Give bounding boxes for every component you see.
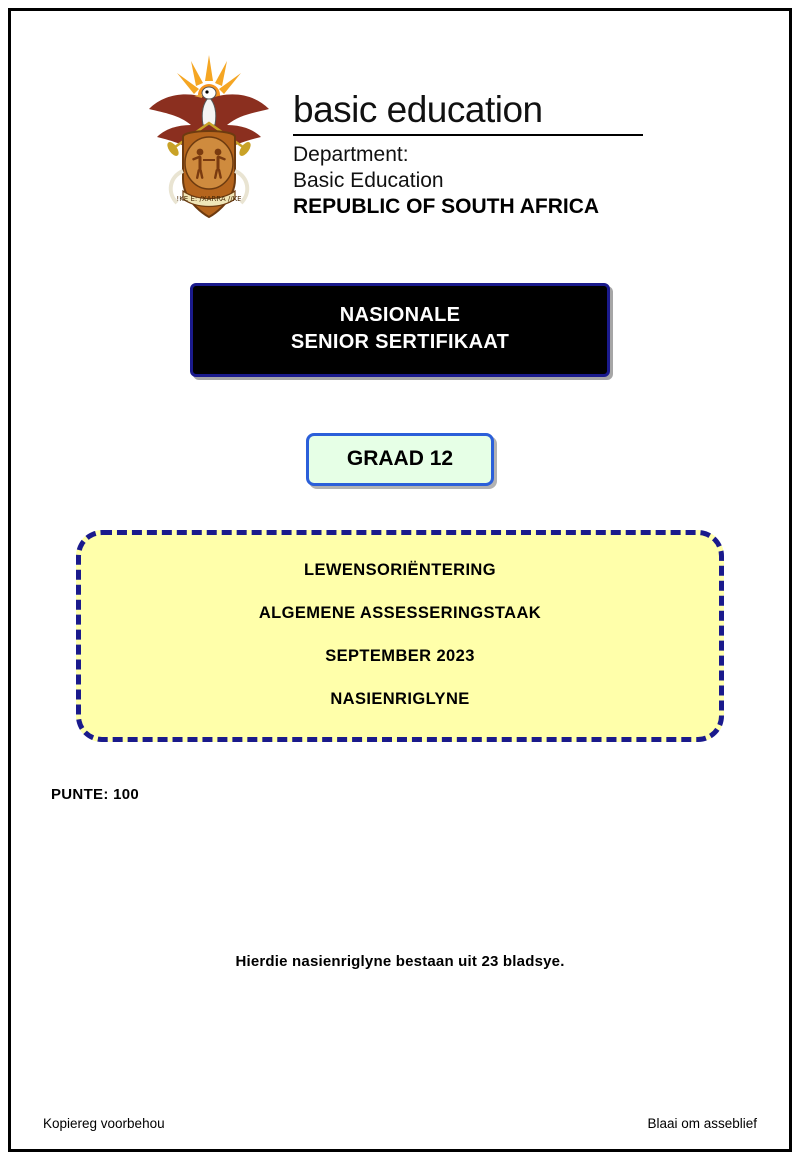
subject-name: LEWENSORIËNTERING bbox=[304, 561, 496, 579]
brand-title: basic education bbox=[293, 89, 543, 130]
exam-date: SEPTEMBER 2023 bbox=[325, 647, 475, 665]
certificate-line-1: NASIONALE bbox=[339, 304, 461, 326]
page-border bbox=[8, 8, 792, 1152]
country-name: REPUBLIC OF SOUTH AFRICA bbox=[293, 195, 600, 219]
footer-turn-over: Blaai om asseblief bbox=[647, 1116, 757, 1131]
svg-text:!KE E: /XARRA //KE: !KE E: /XARRA //KE bbox=[176, 195, 242, 203]
certificate-line-2: SENIOR SERTIFIKAAT bbox=[290, 331, 510, 353]
department-label: Department: bbox=[293, 142, 409, 166]
grade-box: GRAAD 12 bbox=[306, 433, 494, 486]
assessment-type: ALGEMENE ASSESSERINGSTAAK bbox=[258, 604, 542, 622]
page-footer bbox=[43, 1116, 757, 1131]
subject-info-box bbox=[76, 530, 724, 742]
department-name: Basic Education bbox=[293, 169, 444, 193]
document-type: NASIENRIGLYNE bbox=[330, 690, 470, 708]
south-africa-coat-of-arms-icon bbox=[139, 51, 279, 231]
certificate-title-box bbox=[190, 283, 610, 377]
page-content bbox=[11, 11, 789, 1149]
brand-underline bbox=[293, 134, 643, 136]
department-text-block bbox=[293, 51, 643, 221]
document-header bbox=[43, 51, 757, 231]
page-count-note: Hierdie nasienriglyne bestaan uit 23 bladsye. bbox=[235, 953, 565, 970]
footer-copyright: Kopiereg voorbehou bbox=[43, 1116, 165, 1131]
marks-label: PUNTE: 100 bbox=[51, 786, 140, 803]
